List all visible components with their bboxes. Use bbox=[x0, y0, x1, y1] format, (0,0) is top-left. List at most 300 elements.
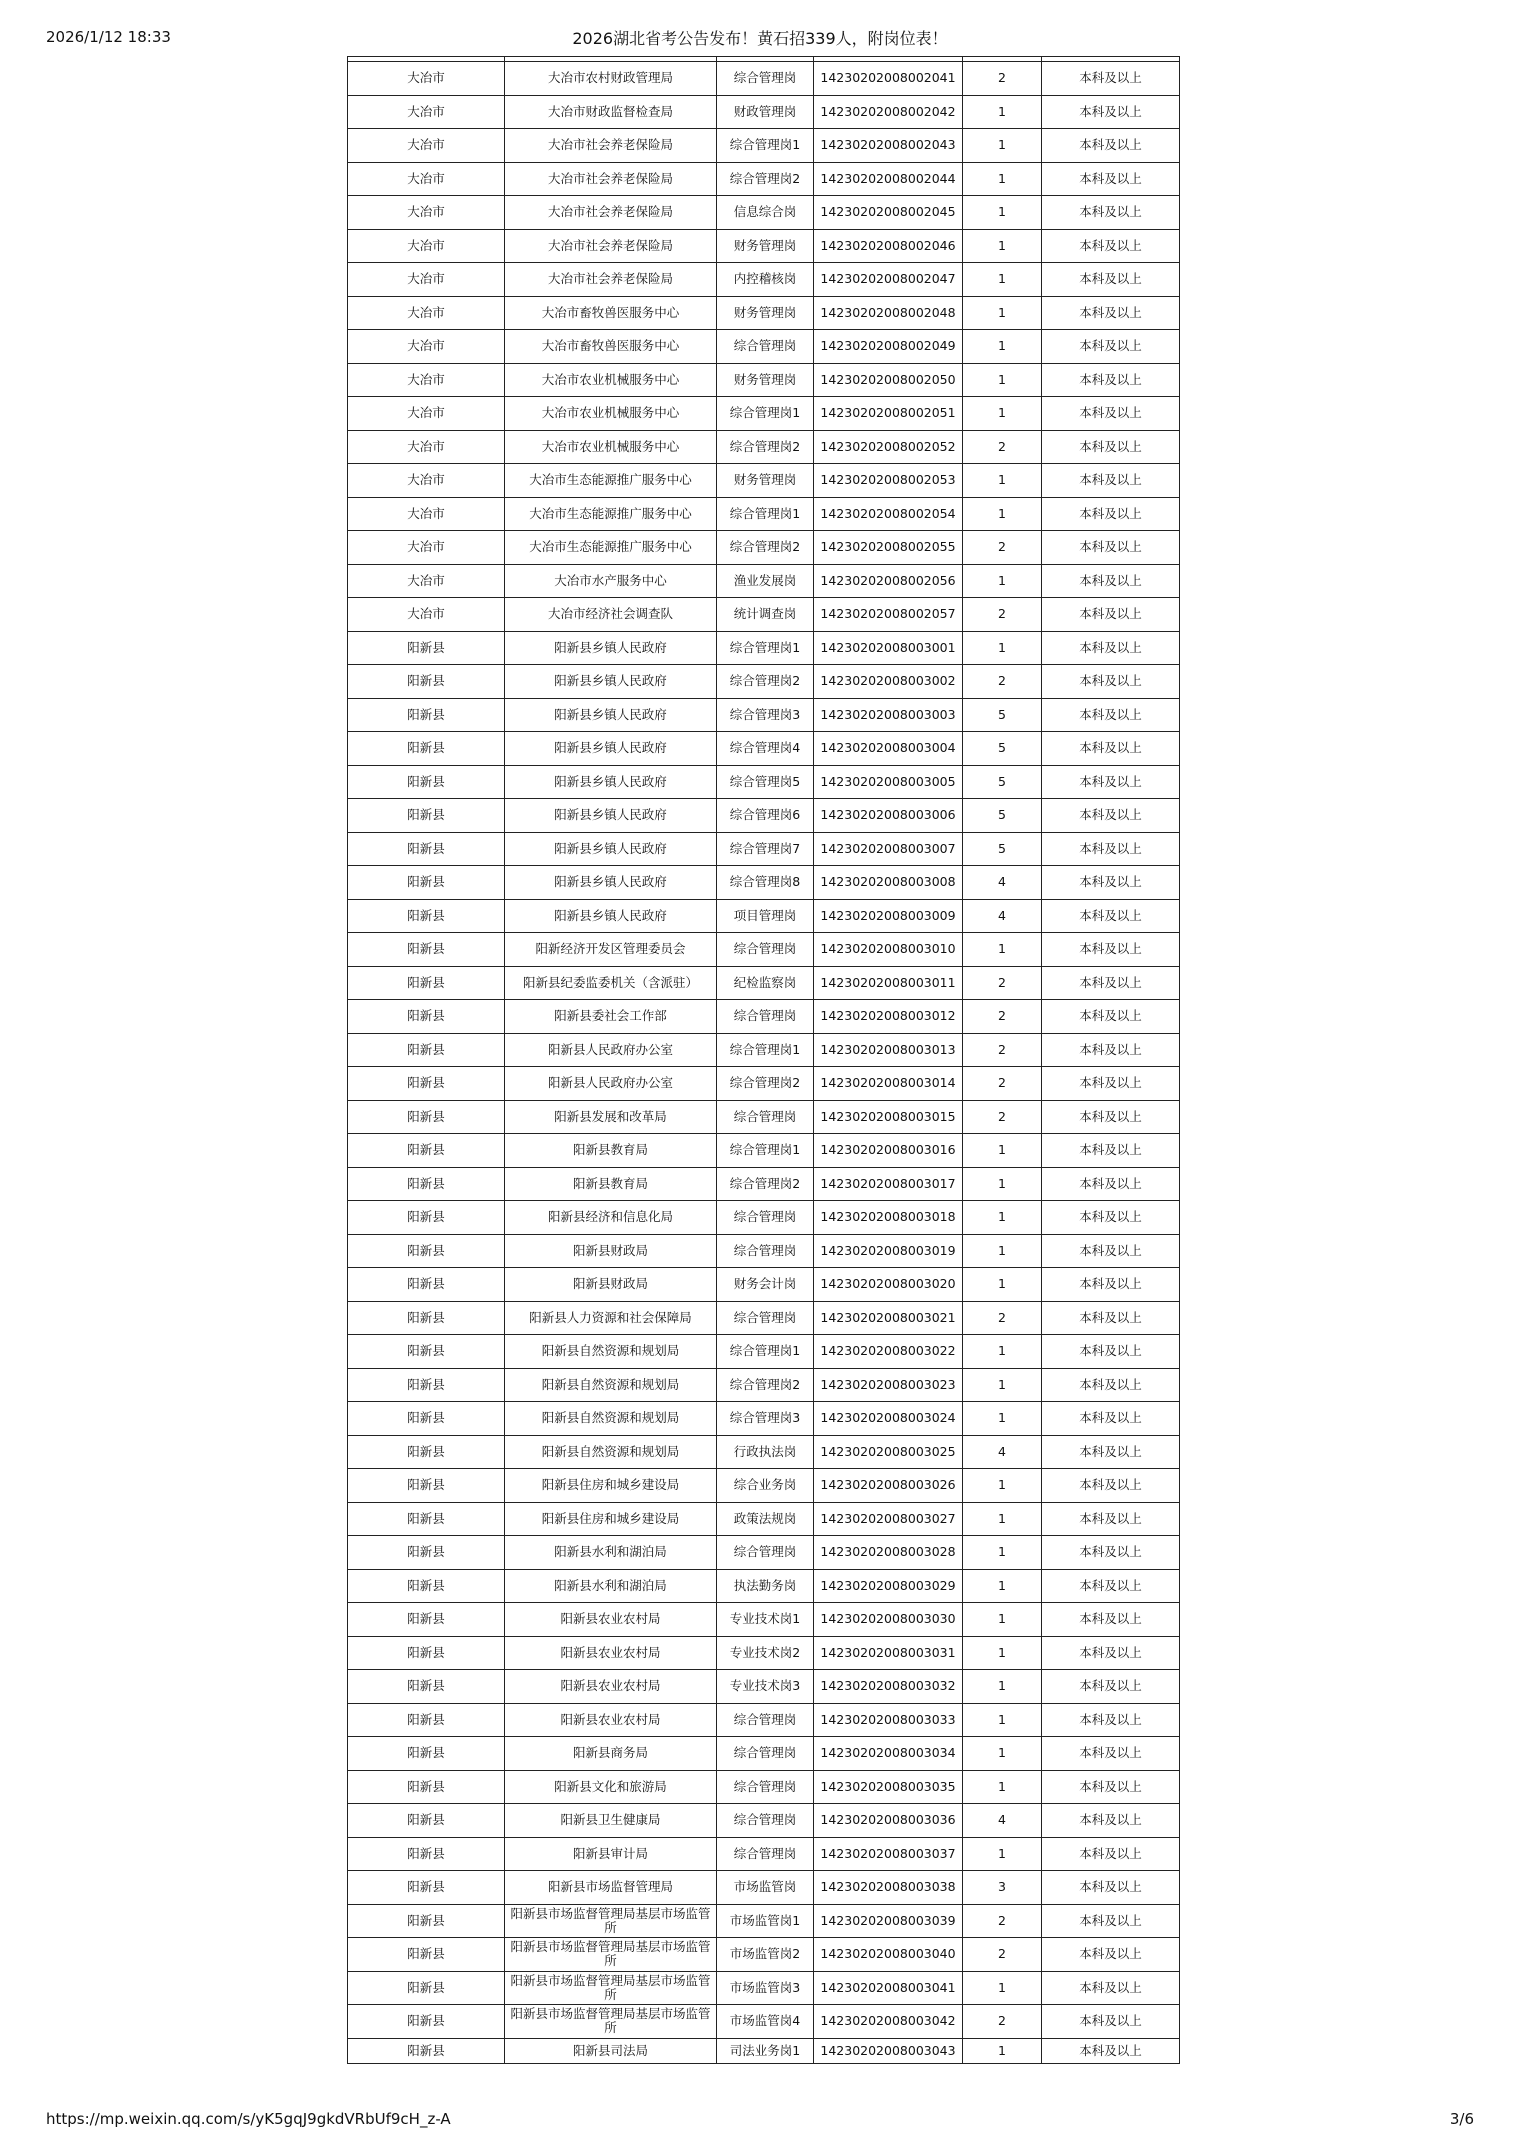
cell-organization: 大冶市畜牧兽医服务中心 bbox=[505, 330, 717, 364]
table-row bbox=[348, 1301, 1180, 1335]
cell-area: 大冶市 bbox=[348, 196, 505, 230]
cell-education: 本科及以上 bbox=[1042, 1904, 1180, 1938]
cell-headcount: 4 bbox=[963, 1435, 1042, 1469]
cell-area: 阳新县 bbox=[348, 1234, 505, 1268]
table-row bbox=[348, 866, 1180, 900]
cell-position-code: 14230202008003012 bbox=[814, 1000, 963, 1034]
cell-education: 本科及以上 bbox=[1042, 1201, 1180, 1235]
cell-organization: 阳新县纪委监委机关（含派驻） bbox=[505, 966, 717, 1000]
cell-headcount: 4 bbox=[963, 866, 1042, 900]
cell-organization: 大冶市农业机械服务中心 bbox=[505, 430, 717, 464]
cell-area: 阳新县 bbox=[348, 1938, 505, 1972]
cell-organization: 大冶市财政监督检查局 bbox=[505, 95, 717, 129]
cell-education: 本科及以上 bbox=[1042, 1670, 1180, 1704]
cell-position: 综合管理岗 bbox=[717, 1770, 814, 1804]
cell-headcount: 1 bbox=[963, 464, 1042, 498]
cell-headcount: 1 bbox=[963, 397, 1042, 431]
table-row bbox=[348, 1837, 1180, 1871]
cell-area: 阳新县 bbox=[348, 1100, 505, 1134]
cell-position-code: 14230202008003023 bbox=[814, 1368, 963, 1402]
cell-area: 阳新县 bbox=[348, 1837, 505, 1871]
cell-position-code: 14230202008003038 bbox=[814, 1871, 963, 1905]
cell-education: 本科及以上 bbox=[1042, 732, 1180, 766]
table-row bbox=[348, 1201, 1180, 1235]
cell-organization: 阳新县财政局 bbox=[505, 1268, 717, 1302]
table-row bbox=[348, 1067, 1180, 1101]
cell-education: 本科及以上 bbox=[1042, 129, 1180, 163]
cell-headcount: 5 bbox=[963, 732, 1042, 766]
cell-headcount: 2 bbox=[963, 665, 1042, 699]
table-row bbox=[348, 1435, 1180, 1469]
cell-organization: 阳新县住房和城乡建设局 bbox=[505, 1502, 717, 1536]
table-row bbox=[348, 2038, 1180, 2063]
cell-organization: 阳新县农业农村局 bbox=[505, 1670, 717, 1704]
cell-position-code: 14230202008003031 bbox=[814, 1636, 963, 1670]
cell-headcount: 1 bbox=[963, 229, 1042, 263]
table-row bbox=[348, 765, 1180, 799]
cell-organization: 阳新县水利和湖泊局 bbox=[505, 1536, 717, 1570]
cell-education: 本科及以上 bbox=[1042, 363, 1180, 397]
cell-position: 执法勤务岗 bbox=[717, 1569, 814, 1603]
table-row bbox=[348, 933, 1180, 967]
cell-area: 阳新县 bbox=[348, 765, 505, 799]
cell-headcount: 1 bbox=[963, 263, 1042, 297]
cell-headcount: 1 bbox=[963, 1502, 1042, 1536]
cell-education: 本科及以上 bbox=[1042, 531, 1180, 565]
cell-position: 市场监管岗1 bbox=[717, 1904, 814, 1938]
cell-position: 综合管理岗5 bbox=[717, 765, 814, 799]
cell-position-code: 14230202008003034 bbox=[814, 1737, 963, 1771]
cell-headcount: 1 bbox=[963, 1770, 1042, 1804]
cell-area: 大冶市 bbox=[348, 531, 505, 565]
cell-position-code: 14230202008003004 bbox=[814, 732, 963, 766]
cell-position: 综合管理岗 bbox=[717, 1536, 814, 1570]
page-title: 2026湖北省考公告发布！黄石招339人，附岗位表！ bbox=[572, 29, 948, 48]
cell-headcount: 1 bbox=[963, 1134, 1042, 1168]
cell-position-code: 14230202008003025 bbox=[814, 1435, 963, 1469]
cell-position: 市场监管岗4 bbox=[717, 2005, 814, 2039]
cell-area: 阳新县 bbox=[348, 1636, 505, 1670]
table-row bbox=[348, 1670, 1180, 1704]
cell-position: 综合管理岗2 bbox=[717, 1368, 814, 1402]
cell-headcount: 2 bbox=[963, 1067, 1042, 1101]
cell-position-code: 14230202008002042 bbox=[814, 95, 963, 129]
table-row bbox=[348, 229, 1180, 263]
cell-education: 本科及以上 bbox=[1042, 464, 1180, 498]
cell-organization: 大冶市经济社会调查队 bbox=[505, 598, 717, 632]
cell-area: 大冶市 bbox=[348, 62, 505, 96]
cell-education: 本科及以上 bbox=[1042, 1435, 1180, 1469]
cell-education: 本科及以上 bbox=[1042, 296, 1180, 330]
cell-education: 本科及以上 bbox=[1042, 1402, 1180, 1436]
table-row bbox=[348, 1000, 1180, 1034]
cell-position-code: 14230202008002051 bbox=[814, 397, 963, 431]
table-row bbox=[348, 1569, 1180, 1603]
cell-position: 综合管理岗 bbox=[717, 1100, 814, 1134]
table-row bbox=[348, 196, 1180, 230]
cell-organization: 阳新县委社会工作部 bbox=[505, 1000, 717, 1034]
cell-education: 本科及以上 bbox=[1042, 1603, 1180, 1637]
cell-headcount: 2 bbox=[963, 598, 1042, 632]
table-row bbox=[348, 129, 1180, 163]
cell-area: 阳新县 bbox=[348, 631, 505, 665]
cell-organization: 大冶市社会养老保险局 bbox=[505, 263, 717, 297]
cell-headcount: 1 bbox=[963, 1167, 1042, 1201]
cell-position-code: 14230202008002045 bbox=[814, 196, 963, 230]
cell-area: 阳新县 bbox=[348, 665, 505, 699]
table-row bbox=[348, 832, 1180, 866]
cell-position-code: 14230202008003006 bbox=[814, 799, 963, 833]
cell-organization: 阳新县乡镇人民政府 bbox=[505, 665, 717, 699]
cell-education: 本科及以上 bbox=[1042, 397, 1180, 431]
table-row bbox=[348, 296, 1180, 330]
cell-position: 综合管理岗 bbox=[717, 1804, 814, 1838]
cell-position-code: 14230202008003005 bbox=[814, 765, 963, 799]
table-row bbox=[348, 531, 1180, 565]
cell-position-code: 14230202008003014 bbox=[814, 1067, 963, 1101]
cell-area: 阳新县 bbox=[348, 1871, 505, 1905]
cell-position: 综合管理岗2 bbox=[717, 1067, 814, 1101]
cell-headcount: 4 bbox=[963, 1804, 1042, 1838]
cell-position-code: 14230202008003017 bbox=[814, 1167, 963, 1201]
cell-organization: 阳新县农业农村局 bbox=[505, 1636, 717, 1670]
cell-education: 本科及以上 bbox=[1042, 2005, 1180, 2039]
cell-position-code: 14230202008003036 bbox=[814, 1804, 963, 1838]
cell-position: 综合管理岗2 bbox=[717, 162, 814, 196]
cell-position-code: 14230202008003030 bbox=[814, 1603, 963, 1637]
cell-position: 综合管理岗 bbox=[717, 1703, 814, 1737]
cell-position: 行政执法岗 bbox=[717, 1435, 814, 1469]
cell-position-code: 14230202008003010 bbox=[814, 933, 963, 967]
cell-position: 综合管理岗 bbox=[717, 1301, 814, 1335]
table-row bbox=[348, 162, 1180, 196]
cell-headcount: 1 bbox=[963, 1971, 1042, 2005]
cell-headcount: 1 bbox=[963, 1201, 1042, 1235]
cell-area: 阳新县 bbox=[348, 1000, 505, 1034]
cell-education: 本科及以上 bbox=[1042, 196, 1180, 230]
cell-position: 统计调查岗 bbox=[717, 598, 814, 632]
cell-position-code: 14230202008002044 bbox=[814, 162, 963, 196]
table-row bbox=[348, 1536, 1180, 1570]
cell-education: 本科及以上 bbox=[1042, 1067, 1180, 1101]
cell-organization: 大冶市农业机械服务中心 bbox=[505, 397, 717, 431]
cell-headcount: 1 bbox=[963, 497, 1042, 531]
cell-position: 纪检监察岗 bbox=[717, 966, 814, 1000]
cell-organization: 阳新县司法局 bbox=[505, 2038, 717, 2063]
cell-position: 专业技术岗1 bbox=[717, 1603, 814, 1637]
table-row bbox=[348, 1737, 1180, 1771]
cell-headcount: 2 bbox=[963, 1100, 1042, 1134]
cell-headcount: 1 bbox=[963, 631, 1042, 665]
cell-position: 财务会计岗 bbox=[717, 1268, 814, 1302]
cell-headcount: 1 bbox=[963, 162, 1042, 196]
cell-headcount: 1 bbox=[963, 330, 1042, 364]
cell-education: 本科及以上 bbox=[1042, 1234, 1180, 1268]
cell-position-code: 14230202008002046 bbox=[814, 229, 963, 263]
cell-education: 本科及以上 bbox=[1042, 765, 1180, 799]
cell-organization: 阳新县乡镇人民政府 bbox=[505, 732, 717, 766]
cell-position-code: 14230202008002047 bbox=[814, 263, 963, 297]
table-row bbox=[348, 95, 1180, 129]
cell-education: 本科及以上 bbox=[1042, 1100, 1180, 1134]
cell-education: 本科及以上 bbox=[1042, 263, 1180, 297]
cell-education: 本科及以上 bbox=[1042, 598, 1180, 632]
cell-headcount: 4 bbox=[963, 899, 1042, 933]
cell-area: 阳新县 bbox=[348, 1067, 505, 1101]
cell-organization: 阳新县发展和改革局 bbox=[505, 1100, 717, 1134]
cell-education: 本科及以上 bbox=[1042, 933, 1180, 967]
cell-position: 市场监管岗 bbox=[717, 1871, 814, 1905]
cell-organization: 阳新县市场监督管理局基层市场监管所 bbox=[505, 1938, 717, 1972]
cell-position: 内控稽核岗 bbox=[717, 263, 814, 297]
cell-position-code: 14230202008002055 bbox=[814, 531, 963, 565]
cell-headcount: 2 bbox=[963, 531, 1042, 565]
cell-area: 阳新县 bbox=[348, 1670, 505, 1704]
cell-position: 项目管理岗 bbox=[717, 899, 814, 933]
cell-headcount: 1 bbox=[963, 296, 1042, 330]
cell-area: 阳新县 bbox=[348, 1502, 505, 1536]
cell-position-code: 14230202008003037 bbox=[814, 1837, 963, 1871]
cell-area: 阳新县 bbox=[348, 698, 505, 732]
cell-education: 本科及以上 bbox=[1042, 1134, 1180, 1168]
cell-organization: 阳新县自然资源和规划局 bbox=[505, 1368, 717, 1402]
cell-area: 大冶市 bbox=[348, 497, 505, 531]
cell-position-code: 14230202008003027 bbox=[814, 1502, 963, 1536]
table-row bbox=[348, 1335, 1180, 1369]
cell-position: 市场监管岗2 bbox=[717, 1938, 814, 1972]
cell-education: 本科及以上 bbox=[1042, 1368, 1180, 1402]
table-row bbox=[348, 564, 1180, 598]
cell-area: 阳新县 bbox=[348, 866, 505, 900]
cell-position-code: 14230202008003019 bbox=[814, 1234, 963, 1268]
cell-position-code: 14230202008003021 bbox=[814, 1301, 963, 1335]
cell-education: 本科及以上 bbox=[1042, 665, 1180, 699]
cell-position: 综合管理岗2 bbox=[717, 1167, 814, 1201]
cell-position: 综合业务岗 bbox=[717, 1469, 814, 1503]
cell-position: 政策法规岗 bbox=[717, 1502, 814, 1536]
job-positions-table bbox=[347, 56, 1180, 2064]
cell-organization: 阳新县人力资源和社会保障局 bbox=[505, 1301, 717, 1335]
cell-organization: 阳新县市场监督管理局 bbox=[505, 1871, 717, 1905]
cell-education: 本科及以上 bbox=[1042, 1871, 1180, 1905]
cell-organization: 阳新县教育局 bbox=[505, 1167, 717, 1201]
table-row bbox=[348, 698, 1180, 732]
cell-organization: 阳新县人民政府办公室 bbox=[505, 1067, 717, 1101]
cell-education: 本科及以上 bbox=[1042, 1167, 1180, 1201]
table-row bbox=[348, 263, 1180, 297]
cell-organization: 阳新县乡镇人民政府 bbox=[505, 765, 717, 799]
table-row bbox=[348, 1502, 1180, 1536]
cell-headcount: 1 bbox=[963, 1837, 1042, 1871]
cell-position: 综合管理岗3 bbox=[717, 698, 814, 732]
table-row bbox=[348, 732, 1180, 766]
cell-education: 本科及以上 bbox=[1042, 330, 1180, 364]
cell-headcount: 2 bbox=[963, 1000, 1042, 1034]
cell-organization: 阳新县水利和湖泊局 bbox=[505, 1569, 717, 1603]
table-row bbox=[348, 1636, 1180, 1670]
cell-organization: 阳新县住房和城乡建设局 bbox=[505, 1469, 717, 1503]
cell-headcount: 1 bbox=[963, 1335, 1042, 1369]
cell-headcount: 2 bbox=[963, 966, 1042, 1000]
cell-organization: 大冶市生态能源推广服务中心 bbox=[505, 531, 717, 565]
cell-position-code: 14230202008003013 bbox=[814, 1033, 963, 1067]
cell-position: 综合管理岗2 bbox=[717, 430, 814, 464]
cell-education: 本科及以上 bbox=[1042, 1804, 1180, 1838]
cell-position: 综合管理岗 bbox=[717, 1234, 814, 1268]
table-row bbox=[348, 464, 1180, 498]
cell-organization: 阳新县市场监督管理局基层市场监管所 bbox=[505, 2005, 717, 2039]
cell-organization: 大冶市水产服务中心 bbox=[505, 564, 717, 598]
cell-organization: 大冶市社会养老保险局 bbox=[505, 162, 717, 196]
cell-position-code: 14230202008003007 bbox=[814, 832, 963, 866]
page-url: https://mp.weixin.qq.com/s/yK5gqJ9gkdVRbUf9cH_z-A bbox=[46, 2110, 451, 2128]
cell-area: 大冶市 bbox=[348, 464, 505, 498]
cell-headcount: 2 bbox=[963, 1904, 1042, 1938]
cell-position-code: 14230202008003024 bbox=[814, 1402, 963, 1436]
cell-education: 本科及以上 bbox=[1042, 229, 1180, 263]
cell-organization: 大冶市生态能源推广服务中心 bbox=[505, 497, 717, 531]
cell-headcount: 1 bbox=[963, 1737, 1042, 1771]
cell-organization: 阳新县卫生健康局 bbox=[505, 1804, 717, 1838]
cell-position: 财政管理岗 bbox=[717, 95, 814, 129]
cell-organization: 阳新县农业农村局 bbox=[505, 1703, 717, 1737]
cell-education: 本科及以上 bbox=[1042, 1737, 1180, 1771]
cell-headcount: 1 bbox=[963, 196, 1042, 230]
page-number: 3/6 bbox=[1449, 2110, 1474, 2128]
cell-education: 本科及以上 bbox=[1042, 698, 1180, 732]
cell-position: 财务管理岗 bbox=[717, 363, 814, 397]
cell-organization: 大冶市社会养老保险局 bbox=[505, 129, 717, 163]
table-row bbox=[348, 1134, 1180, 1168]
cell-education: 本科及以上 bbox=[1042, 162, 1180, 196]
cell-area: 大冶市 bbox=[348, 129, 505, 163]
cell-headcount: 1 bbox=[963, 363, 1042, 397]
cell-education: 本科及以上 bbox=[1042, 2038, 1180, 2063]
cell-position-code: 14230202008003033 bbox=[814, 1703, 963, 1737]
table-row bbox=[348, 1234, 1180, 1268]
cell-headcount: 1 bbox=[963, 1636, 1042, 1670]
cell-area: 阳新县 bbox=[348, 799, 505, 833]
cell-headcount: 5 bbox=[963, 832, 1042, 866]
table-row bbox=[348, 665, 1180, 699]
cell-education: 本科及以上 bbox=[1042, 832, 1180, 866]
cell-headcount: 2 bbox=[963, 430, 1042, 464]
table-row bbox=[348, 1938, 1180, 1972]
cell-position: 专业技术岗2 bbox=[717, 1636, 814, 1670]
cell-position: 综合管理岗 bbox=[717, 1737, 814, 1771]
cell-headcount: 1 bbox=[963, 1703, 1042, 1737]
cell-education: 本科及以上 bbox=[1042, 95, 1180, 129]
table-row bbox=[348, 363, 1180, 397]
table-row bbox=[348, 1971, 1180, 2005]
cell-position: 财务管理岗 bbox=[717, 296, 814, 330]
table-row bbox=[348, 1804, 1180, 1838]
cell-position: 财务管理岗 bbox=[717, 229, 814, 263]
cell-organization: 阳新县乡镇人民政府 bbox=[505, 866, 717, 900]
cell-education: 本科及以上 bbox=[1042, 564, 1180, 598]
cell-position-code: 14230202008003039 bbox=[814, 1904, 963, 1938]
cell-position-code: 14230202008003003 bbox=[814, 698, 963, 732]
cell-organization: 大冶市农业机械服务中心 bbox=[505, 363, 717, 397]
cell-position: 综合管理岗 bbox=[717, 330, 814, 364]
cell-headcount: 1 bbox=[963, 1368, 1042, 1402]
table-row bbox=[348, 799, 1180, 833]
table-row bbox=[348, 1033, 1180, 1067]
cell-education: 本科及以上 bbox=[1042, 497, 1180, 531]
cell-position: 市场监管岗3 bbox=[717, 1971, 814, 2005]
cell-area: 大冶市 bbox=[348, 162, 505, 196]
cell-position-code: 14230202008003011 bbox=[814, 966, 963, 1000]
cell-area: 阳新县 bbox=[348, 933, 505, 967]
cell-area: 阳新县 bbox=[348, 1737, 505, 1771]
table-row bbox=[348, 598, 1180, 632]
cell-position-code: 14230202008003015 bbox=[814, 1100, 963, 1134]
cell-organization: 阳新县文化和旅游局 bbox=[505, 1770, 717, 1804]
cell-headcount: 5 bbox=[963, 698, 1042, 732]
cell-education: 本科及以上 bbox=[1042, 62, 1180, 96]
cell-education: 本科及以上 bbox=[1042, 1770, 1180, 1804]
cell-education: 本科及以上 bbox=[1042, 1469, 1180, 1503]
cell-headcount: 1 bbox=[963, 1268, 1042, 1302]
cell-organization: 阳新县市场监督管理局基层市场监管所 bbox=[505, 1971, 717, 2005]
cell-education: 本科及以上 bbox=[1042, 899, 1180, 933]
cell-organization: 阳新县审计局 bbox=[505, 1837, 717, 1871]
cell-position: 综合管理岗1 bbox=[717, 631, 814, 665]
cell-organization: 阳新县人民政府办公室 bbox=[505, 1033, 717, 1067]
cell-area: 阳新县 bbox=[348, 1368, 505, 1402]
cell-position: 财务管理岗 bbox=[717, 464, 814, 498]
cell-position-code: 14230202008002050 bbox=[814, 363, 963, 397]
cell-position-code: 14230202008003008 bbox=[814, 866, 963, 900]
cell-area: 阳新县 bbox=[348, 1770, 505, 1804]
table-row bbox=[348, 1268, 1180, 1302]
cell-headcount: 1 bbox=[963, 1603, 1042, 1637]
cell-area: 阳新县 bbox=[348, 1201, 505, 1235]
cell-area: 大冶市 bbox=[348, 229, 505, 263]
cell-organization: 大冶市社会养老保险局 bbox=[505, 196, 717, 230]
cell-headcount: 1 bbox=[963, 1569, 1042, 1603]
cell-education: 本科及以上 bbox=[1042, 1000, 1180, 1034]
cell-area: 阳新县 bbox=[348, 1435, 505, 1469]
cell-area: 阳新县 bbox=[348, 1971, 505, 2005]
cell-headcount: 1 bbox=[963, 1536, 1042, 1570]
cell-position-code: 14230202008003042 bbox=[814, 2005, 963, 2039]
cell-education: 本科及以上 bbox=[1042, 1268, 1180, 1302]
cell-education: 本科及以上 bbox=[1042, 1502, 1180, 1536]
cell-education: 本科及以上 bbox=[1042, 1569, 1180, 1603]
cell-position-code: 14230202008003020 bbox=[814, 1268, 963, 1302]
cell-education: 本科及以上 bbox=[1042, 799, 1180, 833]
cell-education: 本科及以上 bbox=[1042, 966, 1180, 1000]
cell-position-code: 14230202008002048 bbox=[814, 296, 963, 330]
cell-area: 阳新县 bbox=[348, 832, 505, 866]
cell-area: 大冶市 bbox=[348, 430, 505, 464]
cell-area: 阳新县 bbox=[348, 1268, 505, 1302]
cell-education: 本科及以上 bbox=[1042, 1938, 1180, 1972]
cell-area: 阳新县 bbox=[348, 1134, 505, 1168]
cell-area: 阳新县 bbox=[348, 899, 505, 933]
cell-position-code: 14230202008002056 bbox=[814, 564, 963, 598]
cell-position-code: 14230202008003029 bbox=[814, 1569, 963, 1603]
cell-position: 综合管理岗1 bbox=[717, 1033, 814, 1067]
cell-position: 综合管理岗1 bbox=[717, 1134, 814, 1168]
cell-area: 大冶市 bbox=[348, 564, 505, 598]
cell-position: 综合管理岗 bbox=[717, 1000, 814, 1034]
cell-area: 阳新县 bbox=[348, 1703, 505, 1737]
cell-position: 综合管理岗7 bbox=[717, 832, 814, 866]
cell-area: 阳新县 bbox=[348, 1335, 505, 1369]
cell-education: 本科及以上 bbox=[1042, 1636, 1180, 1670]
